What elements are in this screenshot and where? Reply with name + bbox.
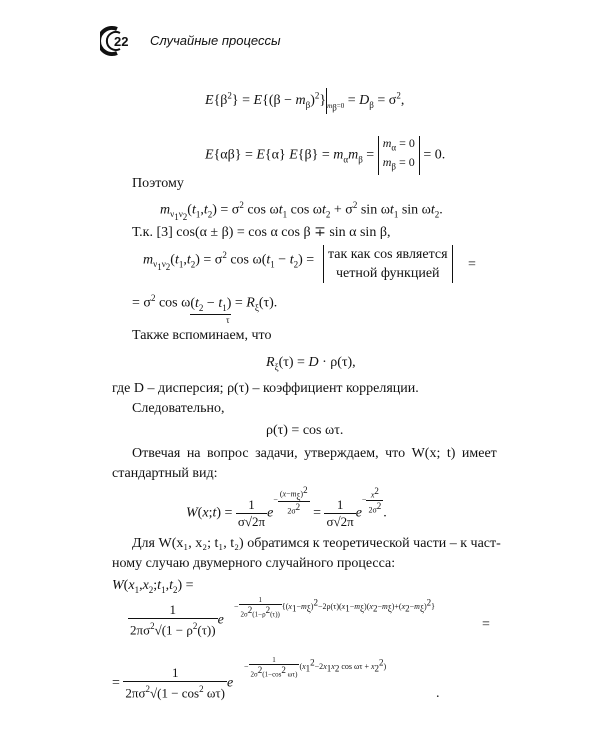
equals-sign: = <box>468 257 476 272</box>
exponent-two-dim-final: − $\frac{1}{2\sigma^2(1-\cos^2 \omega\tau)}$ ($x_1^2-2x_1x_2$ $\cos \omega\tau + x_2^2$) <box>244 656 387 679</box>
equals-sign-2: = <box>482 617 490 632</box>
text-answer-1: Отвечая на вопрос задачи, утверждаем, что W(x; t) имеет <box>132 446 497 461</box>
exponent-two-dim: − $\frac{1}{2\sigma^2(1-\rho^2(\tau))}$ $\{(x_1-m_\xi)^2-2\rho(\tau)(x_1-m_\xi)(x_2-m_\xi)+(x_2-m_\xi)^2\}$ <box>234 596 435 619</box>
running-title: Случайные процессы <box>150 33 281 48</box>
text-consequently: Следовательно, <box>132 401 225 416</box>
page-number: 22 <box>114 34 129 49</box>
equation-expectation-product: E{αβ} = E{α} $E\{\beta\} = m_\alpha m_\beta$ = $m_\alpha = 0$ $m_\beta = 0$ = 0. <box>205 136 445 175</box>
text-where-d: где D – дисперсия; ρ(τ) – коэффициент корреляции. <box>112 381 419 396</box>
page-number-badge <box>100 26 136 56</box>
equation-correlation-sum: $m_{\nu_1\nu_2}(t_1,t_2) = \sigma^2$ $\cos \omega t_1$ $\cos \omega t_2 + \sigma^2$ $\sin \omega t_1$ $\sin \omega t_2$. <box>160 200 443 223</box>
text-two-dim-1: Для W(x₁, x₂; t₁, t₂) обратимся к теоретической части – к част- <box>132 536 501 551</box>
text-answer-2: стандартный вид: <box>112 466 218 481</box>
equation-two-dim-lhs: $W(x_1,x_2;t_1,t_2)$ = <box>112 578 194 595</box>
final-period: . <box>436 686 440 701</box>
equation-variance-beta: $E\{\beta^2\} = E\{(\beta - m_\beta)^2\}_{m_\beta=0} = D_\beta = \sigma^2$, <box>205 88 404 114</box>
equation-rho: ρ(τ) = cos ωτ. <box>266 423 344 438</box>
box-line-1: так как cos является <box>328 247 448 262</box>
equation-correlation-cos: $m_{\nu_1\nu_2}(t_1,t_2) = \sigma^2$ $\cos \omega(t_1 - t_2)$ = <box>143 250 315 273</box>
equation-two-dim-final: = $\frac{1}{2\pi\sigma^2√(1 - \cos^2 \omega\tau)}$ e <box>112 665 234 701</box>
text-trig-identity: Т.к. [3] cos(α ± β) = cos α cos β ∓ sin α sin β, <box>132 225 391 240</box>
equation-two-dim-density: $\frac{1}{2\pi\sigma^2√(1 - \rho^2(\tau))}$ e <box>130 602 224 638</box>
even-function-box <box>323 245 453 283</box>
equation-gaussian-density: W(x;t) = $\frac{1}{\sigma√2\pi}$ $e^{- \frac{(x-m_\xi)^2}{2\sigma^2}}$ = $\frac{1}{\sigma√2\pi}$ $e^{- \frac{x^2}{2\sigma^2}}$ . <box>186 485 387 529</box>
text-therefore: Поэтому <box>132 176 184 191</box>
equation-correlation-function: $R_\xi(\tau) = D \cdot \rho(\tau)$, <box>266 355 356 372</box>
tau-brace-label: τ <box>226 315 230 325</box>
box-line-2: четной функцией <box>335 266 440 281</box>
equation-correlation-final: = $\sigma^2$ $\cos \omega(t_2 - t_1) = R_\xi(\tau)$. <box>132 293 277 315</box>
text-two-dim-2: ному случаю двумерного случайного процесса: <box>112 556 396 571</box>
text-also-recall: Также вспоминаем, что <box>132 328 272 343</box>
